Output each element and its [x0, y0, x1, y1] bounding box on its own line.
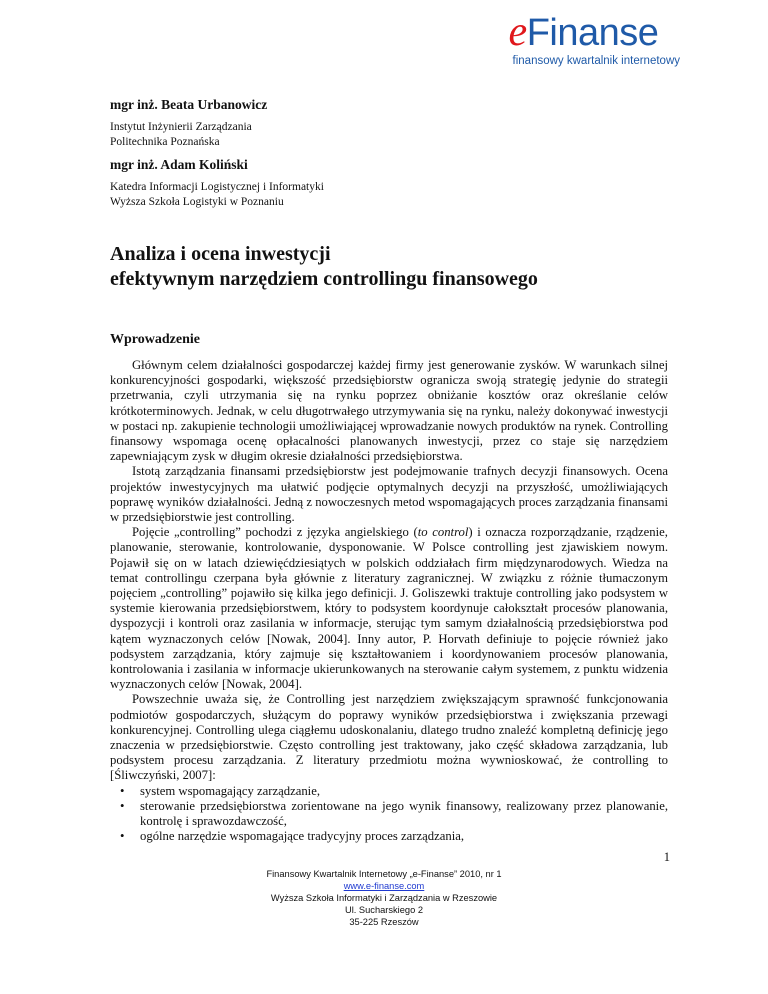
footer-city: 35-225 Rzeszów: [349, 917, 419, 927]
author-name: mgr inż. Beata Urbanowicz: [110, 97, 268, 112]
logo-e: e: [508, 9, 527, 55]
author-1: [110, 97, 670, 150]
paragraph: [110, 525, 668, 692]
footer-publisher: Wyższa Szkoła Informatyki i Zarządzania w Rzeszowie: [270, 893, 498, 903]
footer-street: Ul. Sucharskiego 2: [344, 905, 424, 915]
author-affiliation: Wyższa Szkoła Logistyki w Poznaniu: [110, 196, 284, 208]
list-item: • ogólne narzędzie wspomagające tradycyjny proces zarządzania,: [110, 829, 668, 844]
paragraph: Powszechnie uważa się, że Controlling jest narzędziem zwiększającym sprawność funkcjonowania podmiotów gospodarczych, służącym do poprawy wyników przedsiębiorstwa i zwiększania przewagi konkurencyjnej. Controlling ulega ciągłemu udoskonalaniu, dlatego trudno znaleźć kompletną definicję jego znaczenia w przedsiębiorstwie. Często controlling jest traktowany, jako część składowa zarządzania, lub podsystem procesu zarządzania. Z literatury przedmiotu można wywnioskować, że controlling to [Śliwczyński, 2007]:: [110, 692, 668, 783]
logo-finanse: Finanse: [526, 12, 659, 54]
article-body: [110, 358, 668, 845]
page-footer: [0, 868, 768, 928]
title-line-1: Analiza i ocena inwestycji: [110, 243, 331, 265]
list-item: • sterowanie przedsiębiorstwa zorientowane na jego wynik finansowy, realizowany przez planowanie, kontrolę i sprawozdawczość,: [110, 799, 668, 829]
author-affiliation: Instytut Inżynierii Zarządzania: [110, 121, 252, 133]
efinanse-logo: [508, 9, 680, 67]
footer-link[interactable]: www.e-finanse.com: [343, 881, 425, 891]
article-title: [110, 242, 670, 292]
logo-wordmark: [508, 9, 680, 55]
page-number: 1: [663, 850, 670, 864]
section-heading: Wprowadzenie: [110, 332, 200, 347]
paragraph-text: Pojęcie „controlling” pochodzi z języka angielskiego (: [132, 525, 418, 540]
author-2: [110, 157, 670, 210]
logo-tagline: finansowy kwartalnik internetowy: [512, 55, 680, 67]
paragraph: Głównym celem działalności gospodarczej każdej firmy jest generowanie zysków. W warunkach silnej konkurencyjności gospodarki, większość przedsiębiorstw ogranicza swoją strategię jedynie do strategii przetrwania, czyli utrzymania się na rynku poprzez obniżanie kosztów oraz określanie celów krótkoterminowych. Jednak, w celu długotrwałego utrzymywania się na rynku, należy dokonywać inwestycji w postaci np. zakupienie technologii umożliwiającej wprowadzanie nowych produktów na rynek. Controlling finansowy wspomaga ocenę opłacalności planowanych inwestycji, przez co staje się narzędziem zapewniającym zysk w długim okresie działalności przedsiębiorstwa.: [110, 358, 668, 464]
title-line-2: efektywnym narzędziem controllingu finansowego: [110, 268, 538, 290]
author-affiliation: Politechnika Poznańska: [110, 136, 220, 148]
author-affiliation: Katedra Informacji Logistycznej i Informatyki: [110, 181, 324, 193]
bullet-list: [110, 784, 668, 845]
paragraph-text: ) i oznacza rozporządzanie, rządzenie, planowanie, sterowanie, kontrolowanie, dysponowanie. W Polsce controlling jest zjawiskiem nowym. Pojawił się on w latach dziewięćdziesiątych w polskich oddziałach firm międzynarodowych. Wiedza na temat controllingu czerpana była głównie z literatury zagranicznej. W związku z różnie tłumaczonym pojęciem „controlling” pojawiło się kilka jego definicji. J. Goliszewki traktuje controlling jako podsystem w systemie kierowania przedsiębiorstwem, który to podsystem koordynuje całokształt procesów planowania, dyspozycji i kontroli oraz zasilania w informacje, sterując tym samym działalnością przedsiębiorstwa pod kątem wyznaczonych celów [Nowak, 2004]. Inny autor, P. Horvath definiuje to pojęcie również jako podsystem zarządzania, który zajmuje się kształtowaniem i koordynowaniem procesów planowania, kontrolowania i zasilania w informacje ukierunkowanych na sterowanie całym systemem, z punktu widzenia wyznaczonych celów [Nowak, 2004].: [110, 525, 668, 692]
author-name: mgr inż. Adam Koliński: [110, 157, 248, 172]
footer-journal: Finansowy Kwartalnik Internetowy „e-Finanse” 2010, nr 1: [266, 869, 502, 879]
list-item: • system wspomagający zarządzanie,: [110, 784, 668, 799]
italic-term: to control: [417, 525, 469, 540]
paragraph: Istotą zarządzania finansami przedsiębiorstw jest podejmowanie trafnych decyzji finansowych. Ocena projektów inwestycyjnych ma ułatwić podjęcie optymalnych decyzji na przyszłość, umożliwiających poprawę wyników działalności. Jedną z nowoczesnych metod wspomagających proces zarządzania finansami w przedsiębiorstwie jest controlling.: [110, 464, 668, 525]
